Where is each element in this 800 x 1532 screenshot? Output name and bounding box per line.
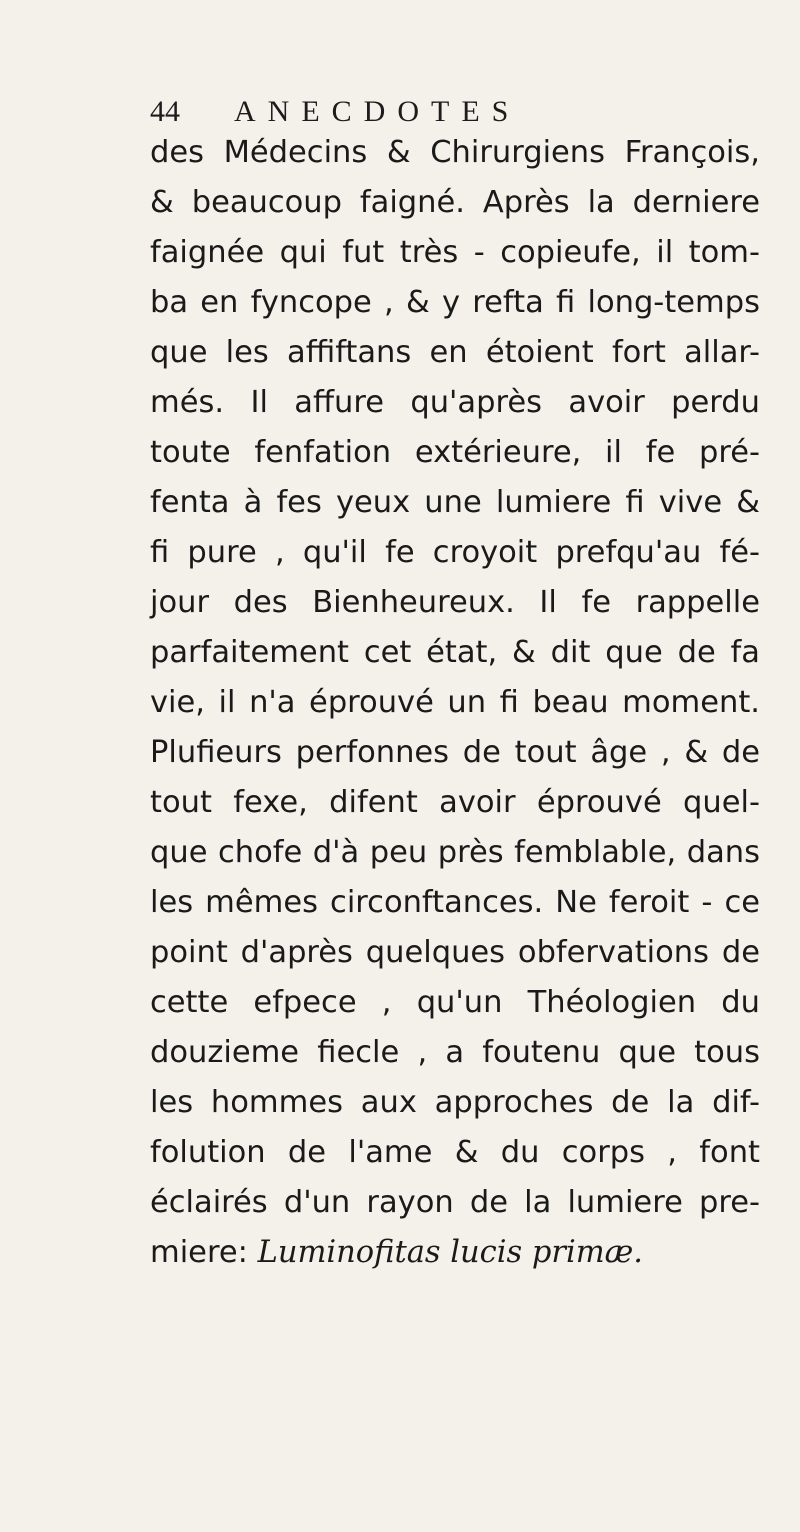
text-line: folution de l'ame & du corps , font — [150, 1135, 760, 1170]
text-line: douzieme fiecle , a foutenu que tous — [150, 1035, 760, 1070]
running-head: ANECDOTES — [234, 95, 521, 128]
text-line: point d'après quelques obfervations de — [150, 935, 760, 970]
body-text — [150, 128, 760, 1278]
text-line: que les affiftans en étoient fort allar- — [150, 335, 760, 370]
text-line: toute fenfation extérieure, il fe pré- — [150, 435, 760, 470]
text-line: Plufieurs perfonnes de tout âge , & de — [150, 735, 760, 770]
text-line: & beaucoup faigné. Après la derniere — [150, 185, 760, 220]
text-line: fi pure , qu'il fe croyoit prefqu'au fé- — [150, 535, 760, 570]
text-line: cette efpece , qu'un Théologien du — [150, 985, 760, 1020]
text-line: les mêmes circonftances. Ne feroit - ce — [150, 885, 760, 920]
page-number: 44 — [150, 95, 180, 128]
text-line: més. Il affure qu'après avoir perdu — [150, 385, 760, 420]
text-line: parfaitement cet état, & dit que de fa — [150, 635, 760, 670]
text-line: ba en fyncope , & y refta fi long-temps — [150, 285, 760, 320]
text-line: des Médecins & Chirurgiens François, — [150, 135, 760, 170]
text-line: que chofe d'à peu près femblable, dans — [150, 835, 760, 870]
text-line: fenta à fes yeux une lumiere fi vive & — [150, 485, 760, 520]
text-line: vie, il n'a éprouvé un fi beau moment. — [150, 685, 760, 720]
latin-quote: Luminofitas lucis primæ. — [257, 1235, 643, 1270]
text-line-last — [150, 1228, 760, 1278]
text-line: les hommes aux approches de la dif- — [150, 1085, 760, 1120]
text-line: jour des Bienheureux. Il fe rappelle — [150, 585, 760, 620]
text-line: faignée qui fut très - copieufe, il tom- — [150, 235, 760, 270]
text-line: tout fexe, difent avoir éprouvé quel- — [150, 785, 760, 820]
text-line: éclairés d'un rayon de la lumiere pre- — [150, 1185, 760, 1220]
last-line-prefix: miere: — [150, 1235, 258, 1270]
